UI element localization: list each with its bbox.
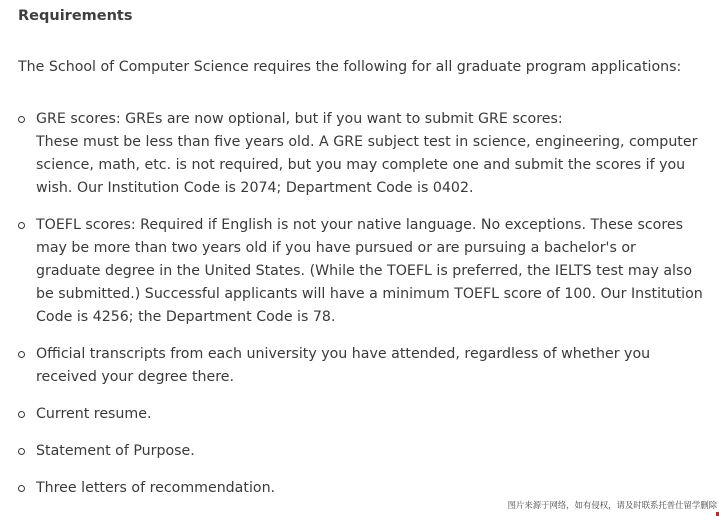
item-text-line: received your degree there. [36, 369, 235, 385]
circle-bullet-icon [18, 411, 25, 418]
item-text-line: Current resume. [36, 406, 152, 422]
item-text-line: Three letters of recommendation. [36, 480, 276, 496]
list-item [18, 108, 698, 200]
list-item [18, 477, 663, 500]
item-text-line: Official transcripts from each university you have attended, regardless of whether you [36, 346, 651, 362]
circle-bullet-icon [18, 485, 25, 492]
requirements-list [18, 108, 703, 514]
item-text-line: These must be less than five years old. A GRE subject test in science, engineering, computer [36, 134, 698, 150]
list-item [18, 403, 663, 426]
intro-text: The School of Computer Science requires the following for all graduate program applications: [18, 59, 682, 75]
item-text-line: GRE scores: GREs are now optional, but if you want to submit GRE scores: [36, 111, 563, 127]
circle-bullet-icon [18, 448, 25, 455]
item-text-line: TOEFL scores: Required if English is not your native language. No exceptions. These scores [36, 217, 683, 233]
item-text-line: science, math, etc. is not required, but you may complete one and submit the scores if you [36, 157, 686, 173]
item-text-line: be submitted.) Successful applicants will have a minimum TOEFL score of 100. Our Institution [36, 286, 703, 302]
item-text-line: Statement of Purpose. [36, 443, 195, 459]
list-item [18, 343, 663, 389]
list-item [18, 214, 703, 329]
circle-bullet-icon [18, 116, 25, 123]
section-heading: Requirements [18, 8, 133, 24]
item-text-line: graduate degree in the United States. (While the TOEFL is preferred, the IELTS test may also [36, 263, 693, 279]
item-text-line: Code is 4256; the Department Code is 78. [36, 309, 336, 325]
circle-bullet-icon [18, 222, 25, 229]
item-text-line: may be more than two years old if you have pursued or are pursuing a bachelor's or [36, 240, 636, 256]
item-text-line: wish. Our Institution Code is 2074; Department Code is 0402. [36, 180, 474, 196]
circle-bullet-icon [18, 351, 25, 358]
list-item [18, 440, 663, 463]
watermark-text: 图片来源于网络，如有侵权，请及时联系托普仕留学删除 [507, 500, 717, 510]
